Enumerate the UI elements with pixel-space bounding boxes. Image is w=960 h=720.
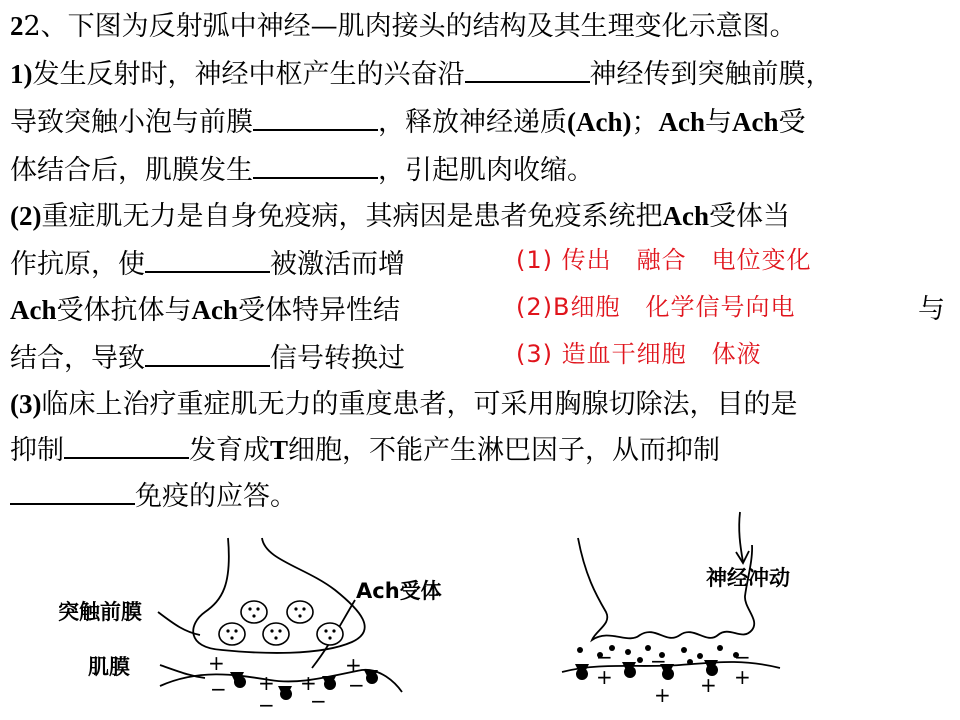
svg-text:+: + xyxy=(596,665,613,689)
answer-2: (2)B细胞 化学信号向电 xyxy=(516,293,796,321)
svg-text:−: − xyxy=(650,649,667,673)
answer-1: (1) 传出 融合 电位变化 xyxy=(516,246,812,274)
answer-3: (3) 造血干细胞 体液 xyxy=(516,340,762,368)
svg-text:+: + xyxy=(734,665,751,689)
nerve-impulse-label: 神经冲动 xyxy=(706,566,790,590)
part1-line2: 导致突触小泡与前膜 ，释放神经递质(Ach)；Ach与Ach受 xyxy=(10,104,805,141)
impulse-arrow xyxy=(739,512,743,562)
part1-line1: 1)发生反射时，神经中枢产生的兴奋沿 神经传到突触前膜， xyxy=(10,56,833,93)
svg-text:+: + xyxy=(300,671,317,695)
svg-text:−: − xyxy=(596,645,613,669)
svg-text:−: − xyxy=(310,689,327,713)
part3-line1: (3)临床上治疗重症肌无力的重度患者，可采用胸腺切除法，目的是 xyxy=(10,389,798,420)
part2-line2: 作抗原，使 被激活而增 xyxy=(10,246,405,283)
svg-text:+: + xyxy=(654,683,671,707)
svg-text:−: − xyxy=(734,645,751,669)
svg-text:+: + xyxy=(208,651,225,675)
ach-receptor-label: Ach受体 xyxy=(356,579,442,603)
part2-line1: (2)重症肌无力是自身免疫病，其病因是患者免疫系统把Ach受体当 xyxy=(10,201,790,232)
part2-line3: Ach受体抗体与Ach受体特异性结 xyxy=(10,295,400,326)
part3-line2: 抑制 发育成T细胞，不能产生淋巴因子，从而抑制 xyxy=(10,432,720,469)
svg-text:−: − xyxy=(258,693,275,717)
presynaptic-membrane-label: 突触前膜 xyxy=(58,600,142,624)
svg-text:+: + xyxy=(345,653,362,677)
part3-line3: 免疫的应答。 xyxy=(10,478,297,515)
part2-line3-tail: 与 xyxy=(918,294,945,325)
svg-text:+: + xyxy=(700,673,717,697)
vesicles xyxy=(219,601,343,645)
svg-text:−: − xyxy=(210,677,227,701)
svg-text:+: + xyxy=(258,671,275,695)
question-title: 22、下图为反射弧中神经—肌肉接头的结构及其生理变化示意图。 xyxy=(10,11,797,42)
part2-line4: 结合，导致 信号转换过 xyxy=(10,340,405,377)
svg-text:−: − xyxy=(348,673,365,697)
muscle-leader xyxy=(160,665,205,678)
muscle-membrane-label: 肌膜 xyxy=(88,655,130,679)
part1-line3: 体结合后，肌膜发生 ，引起肌肉收缩。 xyxy=(10,152,594,189)
